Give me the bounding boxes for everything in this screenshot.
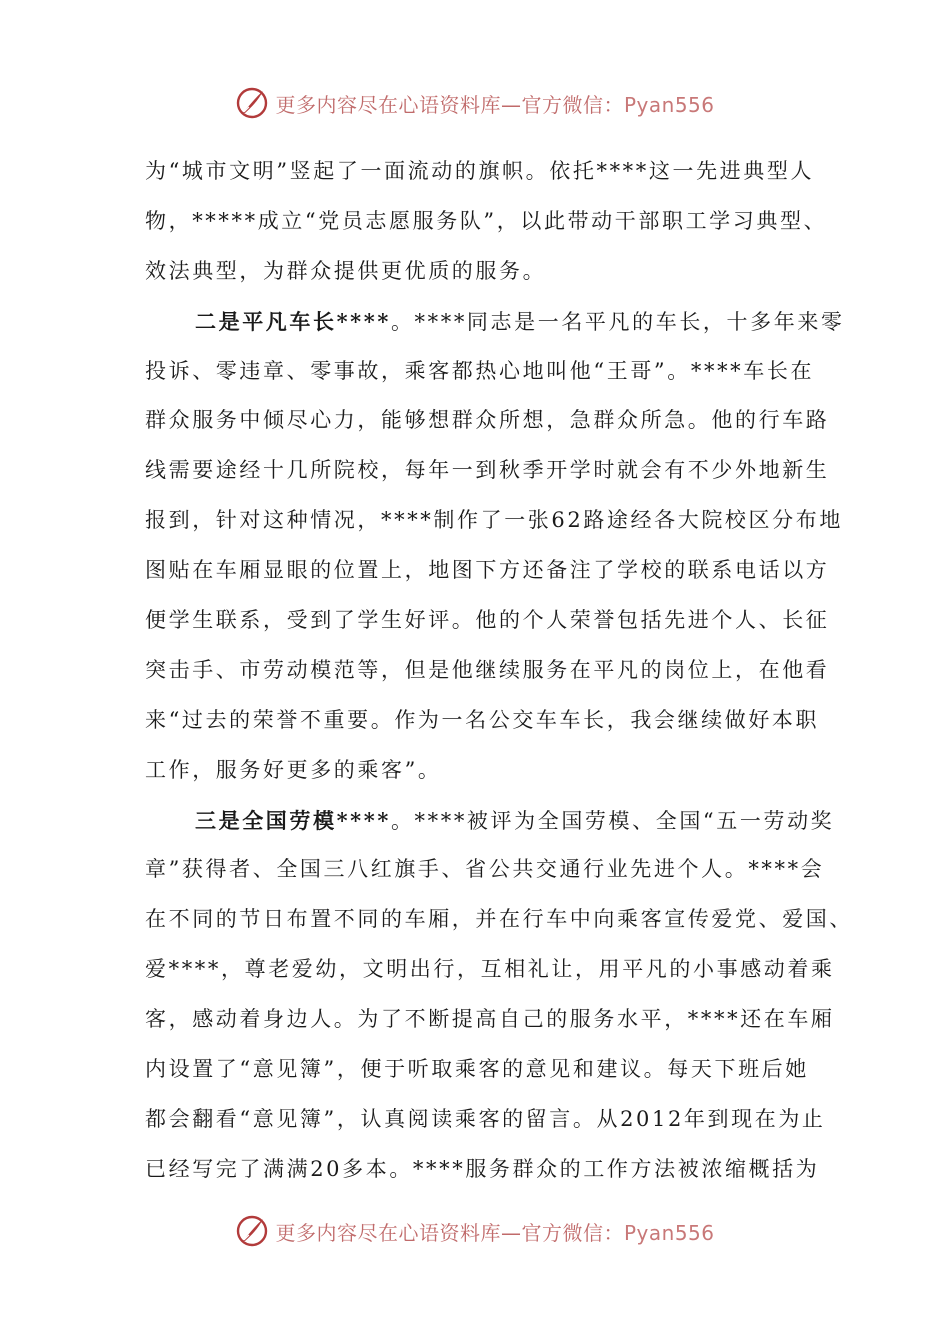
quill-logo-icon [235,86,269,120]
watermark-wechat-id: Pyan556 [623,1220,715,1245]
footer-watermark [0,1211,950,1251]
watermark-prefix: 更多内容尽在心语资料库—官方微信： [275,92,624,117]
watermark-text [275,1217,714,1246]
text-line: 来“过去的荣誉不重要。作为一名公交车车长，我会继续做好本职 [145,707,820,732]
text-line: 都会翻看“意见簿”，认真阅读乘客的留言。从2012年到现在为止 [145,1106,826,1131]
quill-logo-icon [235,1214,269,1248]
section-heading: 三是全国劳模**** [195,807,391,833]
document-body [145,147,853,1195]
text-run: 。****同志是一名平凡的车长，十多年来零 [390,309,845,334]
text-line: 线需要途经十几所院校，每年一到秋季开学时就会有不少外地新生 [145,458,830,483]
text-line: 章”获得者、全国三八红旗手、省公共交通行业先进个人。****会 [145,857,825,882]
text-line: 群众服务中倾尽心力，能够想群众所想，急群众所急。他的行车路 [145,408,830,433]
text-line: 在不同的节日布置不同的车厢，并在行车中向乘客宣传爱党、爱国、 [145,907,853,932]
text-line: 图贴在车厢显眼的位置上，地图下方还备注了学校的联系电话以方 [145,558,830,583]
text-run: 。****被评为全国劳模、全国“五一劳动奖 [390,808,835,833]
text-line: 效法典型，为群众提供更优质的服务。 [145,258,547,283]
watermark-prefix: 更多内容尽在心语资料库—官方微信： [275,1220,624,1245]
watermark-wechat-id: Pyan556 [623,92,715,117]
header-watermark [0,83,950,123]
text-line: 爱****，尊老爱幼，文明出行，互相礼让，用平凡的小事感动着乘 [145,957,835,982]
watermark-text [275,89,714,118]
text-line: 客，感动着身边人。为了不断提高自己的服务水平，****还在车厢 [145,1007,835,1032]
text-line: 已经写完了满满20多本。****服务群众的工作方法被浓缩概括为 [145,1156,820,1181]
text-line: 物，*****成立“党员志愿服务队”，以此带动干部职工学习典型、 [145,208,828,233]
text-line: 工作，服务好更多的乘客”。 [145,757,442,782]
text-line: 为“城市文明”竖起了一面流动的旗帜。依托****这一先进典型人 [145,159,815,183]
text-line: 便学生联系，受到了学生好评。他的个人荣誉包括先进个人、长征 [145,608,830,633]
paragraph-first-line [145,297,845,347]
text-line: 投诉、零违章、零事故，乘客都热心地叫他“王哥”。****车长在 [145,358,815,383]
text-line: 内设置了“意见簿”，便于听取乘客的意见和建议。每天下班后她 [145,1057,809,1082]
text-line: 报到，针对这种情况，****制作了一张62路途经各大院校区分布地 [145,508,843,533]
section-heading: 二是平凡车长**** [195,308,391,334]
paragraph-first-line [145,796,835,846]
text-line: 突击手、市劳动模范等，但是他继续服务在平凡的岗位上，在他看 [145,657,830,682]
